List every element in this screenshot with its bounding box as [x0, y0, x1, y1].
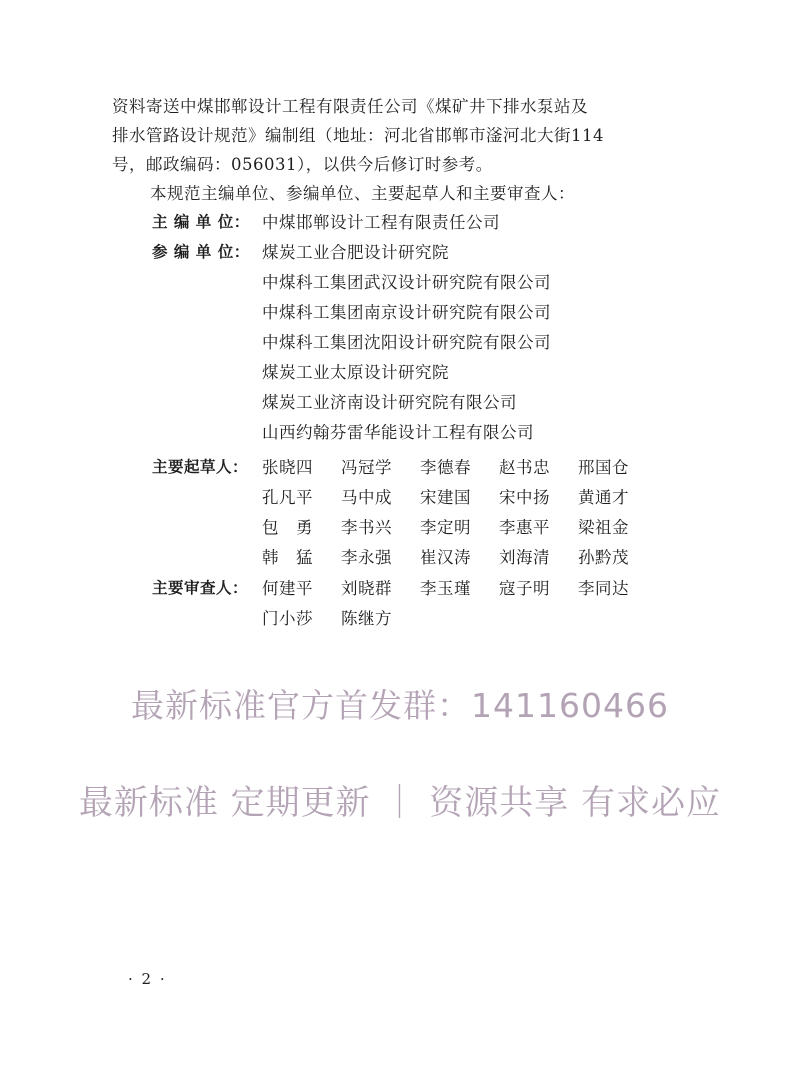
participating-unit: 煤炭工业济南设计研究院有限公司 [262, 393, 517, 412]
participating-unit: 煤炭工业太原设计研究院 [262, 363, 449, 382]
drafter-name: 李惠平 [499, 518, 550, 537]
drafter-name: 黄通才 [578, 488, 629, 507]
drafter-name: 冯冠学 [341, 458, 392, 477]
drafter-name: 张晓四 [262, 458, 313, 477]
participating-unit: 中煤科工集团武汉设计研究院有限公司 [262, 273, 551, 292]
participating-label: 参 编 单 位： [152, 243, 250, 261]
promo-banner-line-1: 最新标准官方首发群：141160466 [131, 686, 669, 725]
drafter-name: 李书兴 [341, 518, 392, 537]
intro-line-3: 号，邮政编码：056031），以供今后修订时参考。 [112, 155, 493, 174]
reviewer-name: 刘晓群 [341, 579, 392, 598]
reviewer-name: 寇子明 [499, 579, 550, 598]
drafters-row [262, 513, 657, 542]
reviewer-name: 门小莎 [262, 609, 313, 628]
drafter-name: 刘海清 [499, 548, 550, 567]
intro-line-2: 排水管路设计规范》编制组（地址：河北省邯郸市滏河北大街114 [112, 126, 604, 145]
reviewers-row [262, 574, 657, 603]
reviewer-name: 李同达 [578, 579, 629, 598]
drafter-name: 李德春 [420, 458, 471, 477]
drafter-name: 邢国仓 [578, 458, 629, 477]
page-number: · 2 · [128, 970, 167, 988]
drafter-name: 赵书忠 [499, 458, 550, 477]
drafter-name: 宋建国 [420, 488, 471, 507]
reviewers-row [262, 604, 420, 633]
reviewers-label: 主要审查人： [152, 579, 249, 597]
drafters-row [262, 483, 657, 512]
drafter-name: 梁祖金 [578, 518, 629, 537]
drafter-name: 马中成 [341, 488, 392, 507]
drafters-row [262, 453, 657, 482]
reviewer-name: 何建平 [262, 579, 313, 598]
drafters-label: 主要起草人： [152, 458, 249, 476]
promo-banner-line-2: 最新标准 定期更新 ｜ 资源共享 有求必应 [78, 783, 722, 823]
reviewer-name: 李玉瑾 [420, 579, 471, 598]
intro-line-1: 资料寄送中煤邯郸设计工程有限责任公司《煤矿井下排水泵站及 [112, 97, 588, 116]
participating-unit: 中煤科工集团沈阳设计研究院有限公司 [262, 333, 551, 352]
intro-line-4: 本规范主编单位、参编单位、主要起草人和主要审查人： [150, 184, 575, 203]
participating-unit: 中煤科工集团南京设计研究院有限公司 [262, 303, 551, 322]
chief-unit: 中煤邯郸设计工程有限责任公司 [262, 213, 500, 232]
reviewer-name: 陈继方 [341, 609, 392, 628]
drafters-row [262, 543, 657, 572]
drafter-name: 孙黔茂 [578, 548, 629, 567]
participating-unit: 煤炭工业合肥设计研究院 [262, 243, 449, 262]
drafter-name: 韩 猛 [262, 548, 313, 567]
chief-unit-label: 主 编 单 位： [152, 213, 250, 231]
drafter-name: 李定明 [420, 518, 471, 537]
drafter-name: 崔汉涛 [420, 548, 471, 567]
drafter-name: 李永强 [341, 548, 392, 567]
drafter-name: 包 勇 [262, 518, 313, 537]
drafter-name: 孔凡平 [262, 488, 313, 507]
participating-unit: 山西约翰芬雷华能设计工程有限公司 [262, 423, 534, 442]
drafter-name: 宋中扬 [499, 488, 550, 507]
